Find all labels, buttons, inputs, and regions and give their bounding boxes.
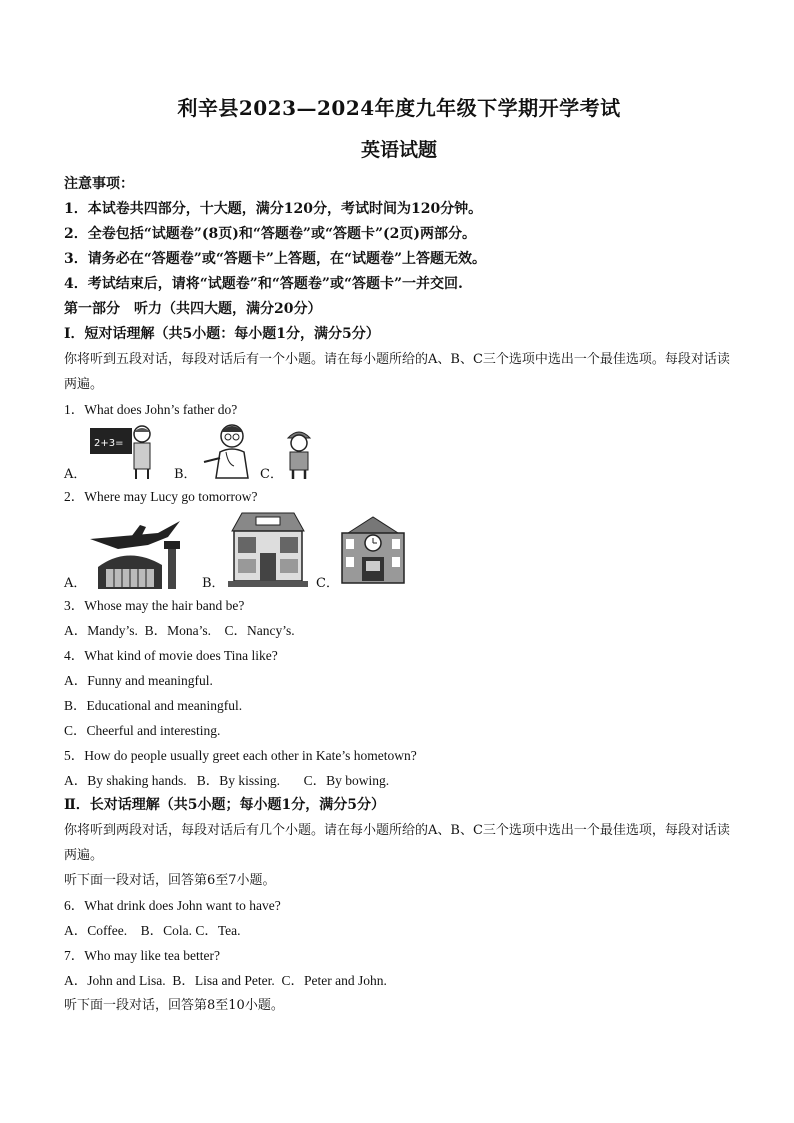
question-7: 7．Who may like tea better? xyxy=(64,948,220,963)
q2-options xyxy=(64,509,734,593)
exam-subtitle: 英语试题 xyxy=(360,139,437,161)
note-item: 2．全卷包括“试题卷”(8页)和“答题卷”或“答题卡”(2页)两部分。 xyxy=(64,226,477,242)
q4-option-c: C．Cheerful and interesting. xyxy=(64,723,221,738)
note-item: 1．本试卷共四部分，十大题，满分120分，考试时间为120分钟。 xyxy=(64,201,483,217)
notes xyxy=(64,172,734,297)
q4-option-a: A．Funny and meaningful. xyxy=(64,673,213,688)
question-5-options: A．By shaking hands. B．By kissing. C．By bowing. xyxy=(64,773,390,788)
exam-title: 利辛县2023—2024年度九年级下学期开学考试 xyxy=(177,96,621,120)
board-text: 2+3= xyxy=(94,438,124,449)
part1-heading: 第一部分 听力（共四大题，满分20分） xyxy=(64,301,322,317)
question-6-options: A．Coffee. B．Cola. C．Tea. xyxy=(64,923,241,938)
q2-option-c-label: C． xyxy=(316,576,339,591)
airport-picture xyxy=(88,515,184,589)
question-3-options: A．Mandy’s. B．Mona’s. C．Nancy’s. xyxy=(64,623,295,638)
q1-option-b-label: B． xyxy=(174,467,197,482)
question-1: 1．What does John’s father do? xyxy=(64,402,238,417)
exam-page xyxy=(64,92,734,1018)
q4-option-b: B．Educational and meaningful. xyxy=(64,698,243,713)
notes-heading: 注意事项： xyxy=(64,176,134,192)
question-3: 3．Whose may the hair band be? xyxy=(64,598,245,613)
note-item: 4．考试结束后，请将“试题卷”和“答题卷”或“答题卡”一并交回. xyxy=(64,276,463,292)
section2-instruction: 你将听到两段对话，每段对话后有几个小题。请在每小题所给的A、B、C三个选项中选出一个最佳选项，每段对话读两遍。 xyxy=(64,823,730,863)
question-2: 2．Where may Lucy go tomorrow? xyxy=(64,489,258,504)
section2-heading: Ⅱ．长对话理解（共5小题；每小题1分，满分5分） xyxy=(64,797,386,813)
lead-dialogue-2: 听下面一段对话，回答第8至10小题。 xyxy=(64,998,284,1013)
section1-heading: Ⅰ．短对话理解（共5小题：每小题1分，满分5分） xyxy=(64,326,380,342)
train-station-picture xyxy=(340,513,406,585)
q1-options xyxy=(64,422,734,484)
question-7-options: A．John and Lisa. B．Lisa and Peter. C．Peter and John. xyxy=(64,973,387,988)
restaurant-picture xyxy=(228,509,308,589)
q1-option-a-label: A． xyxy=(64,467,87,482)
q1-option-c-label: C． xyxy=(260,467,283,482)
question-4: 4．What kind of movie does Tina like? xyxy=(64,648,278,663)
worker-picture xyxy=(282,426,316,480)
teacher-picture xyxy=(88,422,158,480)
note-item: 3．请务必在“答题卷”或“答题卡”上答题，在“试题卷”上答题无效。 xyxy=(64,251,487,267)
lead-dialogue-1: 听下面一段对话，回答第6至7小题。 xyxy=(64,873,276,888)
question-6: 6．What drink does John want to have? xyxy=(64,898,281,913)
q2-option-b-label: B． xyxy=(202,576,225,591)
section1-instruction: 你将听到五段对话，每段对话后有一个小题。请在每小题所给的A、B、C三个选项中选出一个最佳选项。每段对话读两遍。 xyxy=(64,352,730,392)
doctor-picture xyxy=(198,422,262,480)
question-5: 5．How do people usually greet each other in Kate’s hometown? xyxy=(64,748,417,763)
q2-option-a-label: A． xyxy=(64,576,87,591)
